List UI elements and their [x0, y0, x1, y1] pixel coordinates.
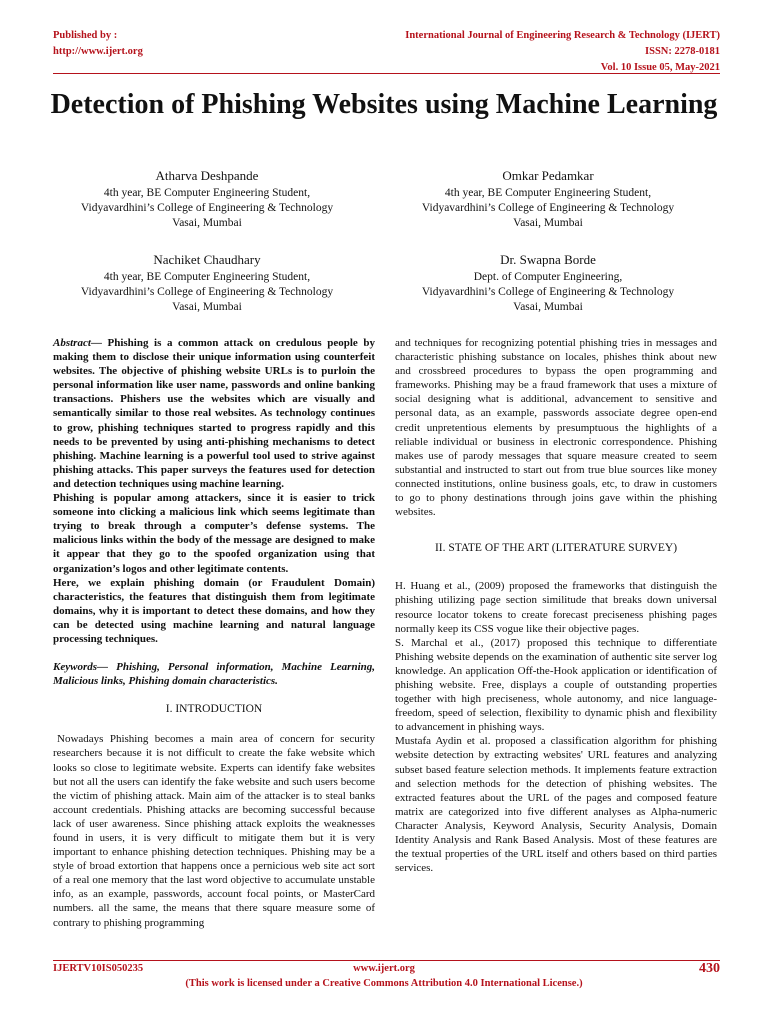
abstract-paragraph-3: Here, we explain phishing domain (or Fraudulent Domain) characteristics, the features that distinguish them from legitimate domains, why it is important to detect these domains, and how they can be detected using machine learning and natural language processing techniques. [53, 576, 375, 645]
body-paragraph: and techniques for recognizing potential phishing tries in messages and characteristic phishing substance on locales, phishes think about new and crossbreed procedures to bypass the open programming and frameworks. Phishing may be a fraud framework that uses a mixture of social designing what is additional, advancement to sensitive and personal data, as an example, passwords associate degree open-end credit unpretentious elements by presumptuous the highlights of a reliable individual or business in electronic correspondence. Phishing makes use of parody messages that square measure created to seem substantial and instructed to start out from true blue sources like money connected institutions, online business goals, etc, to draw in customers to go to phony destinations through joins gave within the phishing websites. [395, 337, 717, 519]
abstract-text: — Phishing is a common attack on credulous people by making them to disclose their unique information using counterfeit websites. The objective of phishing website URLs is to purloin the personal information like user name, passwords and online banking transactions. Phishers use the websites which are visually and semantically similar to those real websites. As technology continues to grow, phishing techniques started to progress rapidly and this needs to be prevented by using anti-phishing mechanisms to detect phishing. Machine learning is a powerful tool used to strive against phishing attacks. This paper surveys the features used for detection and detection techniques using machine learning. [53, 337, 375, 490]
author-role: 4th year, BE Computer Engineering Student, [103, 271, 311, 283]
header-left [53, 28, 143, 60]
right-column [395, 336, 717, 875]
author-name: Nachiket Chaudhary [153, 252, 261, 267]
survey-paragraph: Mustafa Aydin et al. proposed a classification algorithm for phishing website detection by extracting websites' URL features and analyzing subset based feature selection methods. It implements feature extraction and selection methods for the detection of phishing websites. The extracted features about the URL of the pages and composed feature matrix are categorized into five different analyses as Alpha-numeric Character Analysis, Keyword Analysis, Security Analysis, Domain Identity Analysis and Rank Based Analysis. Most of these features are the textual properties of the URL itself and others based on third parties services. [395, 735, 717, 875]
author-location: Vasai, Mumbai [172, 217, 242, 229]
author-role: Dept. of Computer Engineering, [473, 271, 623, 283]
author-role: 4th year, BE Computer Engineering Student, [444, 187, 652, 199]
author-location: Vasai, Mumbai [513, 217, 583, 229]
author-affiliation: Vidyavardhini’s College of Engineering & Technology [421, 202, 675, 214]
header-divider [53, 73, 720, 74]
page-number: 430 [699, 961, 720, 976]
header-right [405, 28, 720, 76]
author-name: Dr. Swapna Borde [500, 252, 596, 267]
section-heading-literature-survey: II. STATE OF THE ART (LITERATURE SURVEY) [434, 542, 678, 555]
author-block [42, 168, 372, 231]
author-block [383, 252, 713, 315]
author-location: Vasai, Mumbai [513, 301, 583, 313]
left-column [53, 336, 375, 930]
journal-name: International Journal of Engineering Research & Technology (IJERT) [405, 30, 720, 41]
author-name: Atharva Deshpande [155, 168, 259, 183]
author-block [383, 168, 713, 231]
journal-url-link[interactable]: http://www.ijert.org [53, 46, 143, 57]
published-by: Published by : [53, 30, 118, 41]
author-affiliation: Vidyavardhini’s College of Engineering & Technology [80, 202, 334, 214]
author-block [42, 252, 372, 315]
author-role: 4th year, BE Computer Engineering Student, [103, 187, 311, 199]
footer-site-link[interactable]: www.ijert.org [353, 963, 415, 974]
paper-title: Detection of Phishing Websites using Machine Learning [50, 89, 718, 120]
author-affiliation: Vidyavardhini’s College of Engineering & Technology [421, 286, 675, 298]
abstract-paragraph-2: Phishing is popular among attackers, since it is easier to trick someone into clicking a malicious link which seems legitimate than trying to break through a computer’s defense systems. The malicious links within the body of the message are designed to make it appear that they go to the spoofed organization using that organization’s logos and other legitimate contents. [53, 492, 375, 575]
author-location: Vasai, Mumbai [172, 301, 242, 313]
section-heading-introduction: I. INTRODUCTION [165, 703, 263, 716]
abstract-paragraph [53, 336, 375, 491]
introduction-paragraph: Nowadays Phishing becomes a main area of concern for security researchers because it is not difficult to create the fake website which looks so close to legitimate website. Experts can identify fake websites but not all the users can identify the fake website and such users become the victim of phishing attack. Main aim of the attacker is to steal banks account credentials. Phishing attacks are becoming successful because lack of user awareness. Since phishing attack exploits the weaknesses found in users, it is very difficult to mitigate them but it is very important to enhance phishing detection techniques. Phishing may be a style of broad extortion that happens once a pernicious web site act sort of a real one memory that the last word objective to accumulate unstable info, as an example, passwords, account focal points, or MasterCard numbers. all the same, the means that there square measure some of contrary to phishing programming [53, 733, 375, 929]
keywords: Keywords— Phishing, Personal information, Machine Learning, Malicious links, Phishing domain characteristics. [53, 661, 375, 688]
author-name: Omkar Pedamkar [502, 168, 594, 183]
footer-divider [53, 960, 720, 961]
license-note: (This work is licensed under a Creative Commons Attribution 4.0 International License.) [185, 978, 583, 989]
survey-paragraph: S. Marchal et al., (2017) proposed this technique to differentiate Phishing website depends on the examination of authentic site server log knowledge. An application Off-the-Hook application or identification of phishing website. Free, displays a couple of outstanding properties together with high preciseness, whole autonomy, and nice language-freedom, speed of selection, flexibility to dynamic phish and flexibility to advancement in phishing ways. [395, 636, 717, 734]
survey-paragraph: H. Huang et al., (2009) proposed the frameworks that distinguish the phishing utilizing page section similitude that breaks down universal resource locator tokens to create forecast preciseness phishing pages normally keep its CSS vogue like their objective pages. [395, 580, 717, 635]
paper-id: IJERTV10IS050235 [53, 963, 144, 974]
issn: ISSN: 2278-0181 [645, 46, 720, 57]
volume-issue: Vol. 10 Issue 05, May-2021 [600, 62, 720, 73]
author-affiliation: Vidyavardhini’s College of Engineering & Technology [80, 286, 334, 298]
abstract-label: Abstract [53, 337, 91, 349]
